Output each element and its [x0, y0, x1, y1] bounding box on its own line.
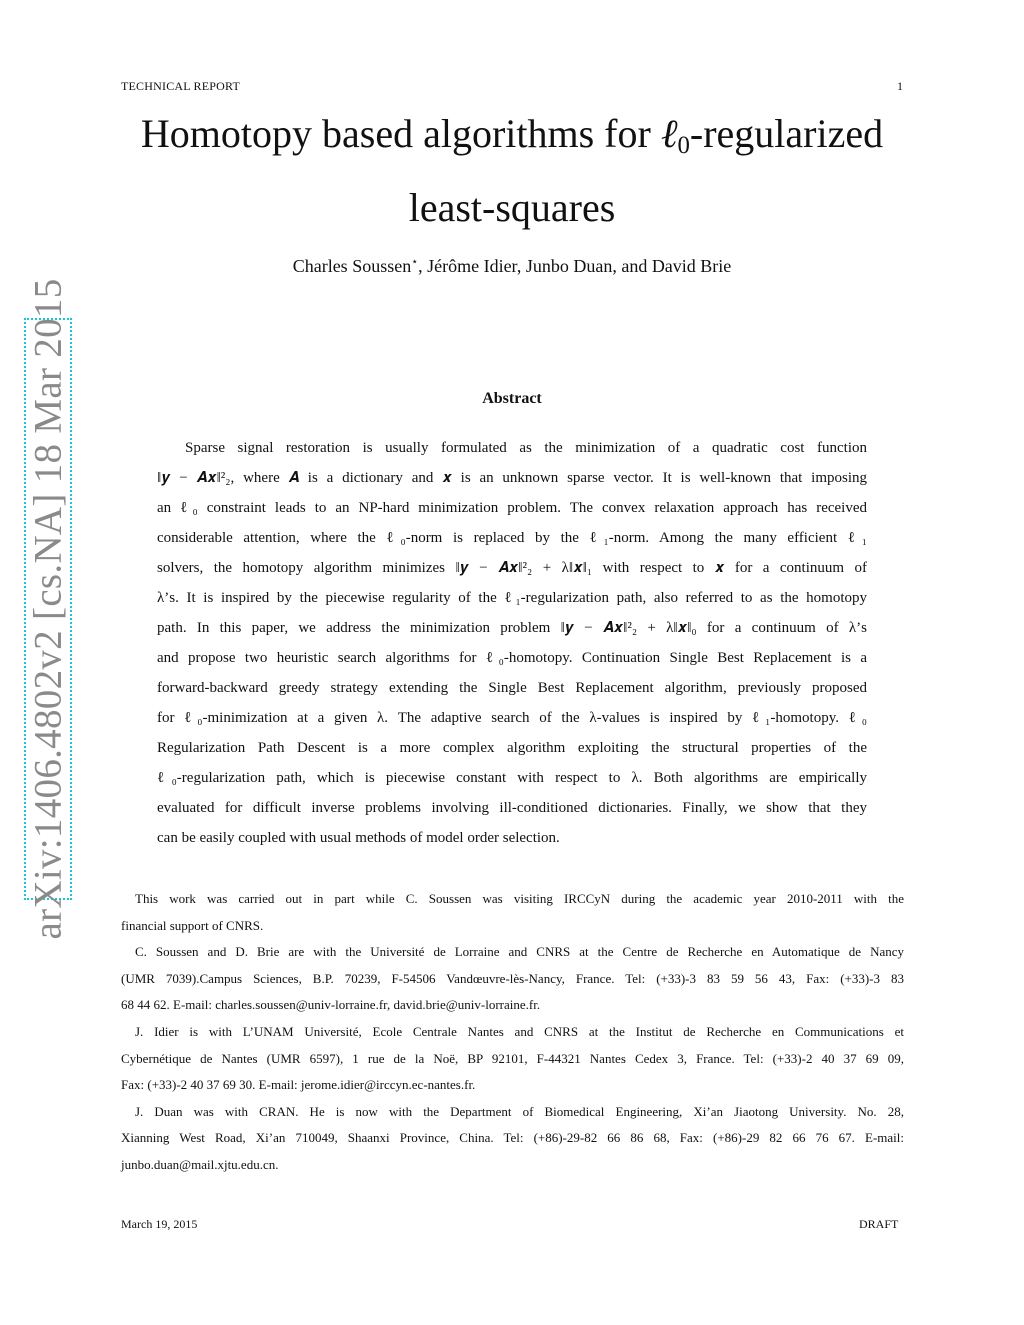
abstract-heading: Abstract: [482, 390, 542, 407]
abstract-line: ℓ₀-regularization path, which is piecewise constant with respect to λ. Both algorithms are empirically: [157, 770, 867, 786]
author-rest: , Jérôme Idier, Junbo Duan, and David Brie: [418, 256, 732, 276]
running-header: TECHNICAL REPORT: [121, 79, 241, 93]
footnote-affiliation-line: J. Duan was with CRAN. He is now with the Department of Biomedical Engineering, Xi’an Jiaotong University. No. 28,: [135, 1103, 904, 1119]
footnotes: [121, 886, 904, 1179]
footer-date: March 19, 2015: [121, 1217, 198, 1231]
corresponding-author-star: ⋆: [411, 256, 419, 268]
footnote-funding-line: This work was carried out in part while C. Soussen was visiting IRCCyN during the academic year 2010-2011 with the: [135, 891, 904, 906]
abstract-line: path. In this paper, we address the minimization problem ‖𝒚 − 𝑨𝒙‖²₂ + λ‖𝒙‖₀ for a continuum of λ’s: [157, 620, 867, 636]
abstract-line: Sparse signal restoration is usually formulated as the minimization of a quadratic cost function: [185, 440, 867, 456]
footnote-affiliation-line: J. Idier is with L’UNAM Université, Ecole Centrale Nantes and CNRS at the Institut de Recherche en Communications et: [135, 1023, 904, 1039]
abstract-body: [157, 433, 867, 853]
title-ell-symbol: ℓ: [660, 111, 678, 156]
footnote-affiliation-line: (UMR 7039).Campus Sciences, B.P. 70239, F-54506 Vandœuvre-lès-Nancy, France. Tel: (+33)-3 83 59 56 43, Fax: (+33)-3 83: [121, 970, 904, 986]
footnote-affiliation-line: C. Soussen and D. Brie are with the Université de Lorraine and CNRS at the Centre de Recherche en Automatique de Nancy: [135, 944, 904, 960]
abstract-line: can be easily coupled with usual methods of model order selection.: [157, 830, 560, 846]
abstract-line: for ℓ₀-minimization at a given λ. The adaptive search of the λ-values is inspired by ℓ₁-homotopy. ℓ₀: [157, 710, 867, 726]
arxiv-stamp: [24, 278, 72, 940]
title-text: Homotopy based algorithms for: [140, 111, 651, 156]
title-text-suffix: -regularized: [689, 111, 884, 156]
author-first: Charles Soussen: [292, 256, 412, 276]
arxiv-identifier: arXiv:1406.4802v2 [cs.NA] 18 Mar 2015: [26, 278, 70, 940]
abstract-line: an ℓ₀ constraint leads to an NP-hard minimization problem. The convex relaxation approach has received: [157, 500, 867, 516]
footnote-affiliation-line: Xianning West Road, Xi’an 710049, Shaanxi Province, China. Tel: (+86)-29-82 66 86 68, Fax: (+86)-29 82 66 76 67. E-mail:: [121, 1130, 904, 1146]
abstract-line: evaluated for difficult inverse problems involving ill-conditioned dictionaries. Finally, we show that they: [157, 800, 867, 816]
abstract-line: λ’s. It is inspired by the piecewise regularity of the ℓ₁-regularization path, also referred to as the homotopy: [157, 590, 867, 606]
abstract-line: ‖𝒚 − 𝑨𝒙‖²₂, where 𝑨 is a dictionary and 𝒙 is an unknown sparse vector. It is well-known that imposing: [157, 470, 867, 486]
paper-title-line-1: [100, 110, 924, 170]
abstract-line: Regularization Path Descent is a more complex algorithm exploiting the structural properties of the: [157, 740, 867, 756]
abstract-line: forward-backward greedy strategy extending the Single Best Replacement algorithm, previously proposed: [157, 680, 867, 696]
footnote-affiliation-line: Cybernétique de Nantes (UMR 6597), 1 rue de la Noë, BP 92101, F-44321 Nantes Cedex 3, France. Tel: (+33)-2 40 37 69 09,: [121, 1050, 904, 1066]
title-ell-subscript: 0: [677, 132, 690, 160]
page-number: 1: [897, 79, 903, 93]
author-list: [100, 255, 924, 277]
paper-title-line-2: least-squares: [408, 185, 616, 230]
abstract-line: and propose two heuristic search algorithms for ℓ₀-homotopy. Continuation Single Best Replacement is a: [157, 650, 867, 666]
abstract-line: considerable attention, where the ℓ₀-norm is replaced by the ℓ₁-norm. Among the many efficient ℓ₁: [157, 530, 867, 546]
abstract-line: solvers, the homotopy algorithm minimizes ‖𝒚 − 𝑨𝒙‖²₂ + λ‖𝒙‖₁ with respect to 𝒙 for a continuum of: [157, 560, 867, 576]
footer-draft-label: DRAFT: [859, 1217, 899, 1231]
footnote-affiliation-line: 68 44 62. E-mail: charles.soussen@univ-lorraine.fr, david.brie@univ-lorraine.fr.: [121, 997, 541, 1013]
footnote-affiliation-line: Fax: (+33)-2 40 37 69 30. E-mail: jerome.idier@irccyn.ec-nantes.fr.: [121, 1077, 476, 1093]
footnote-affiliation-line: junbo.duan@mail.xjtu.edu.cn.: [121, 1156, 279, 1172]
footnote-funding-line: financial support of CNRS.: [121, 917, 264, 933]
